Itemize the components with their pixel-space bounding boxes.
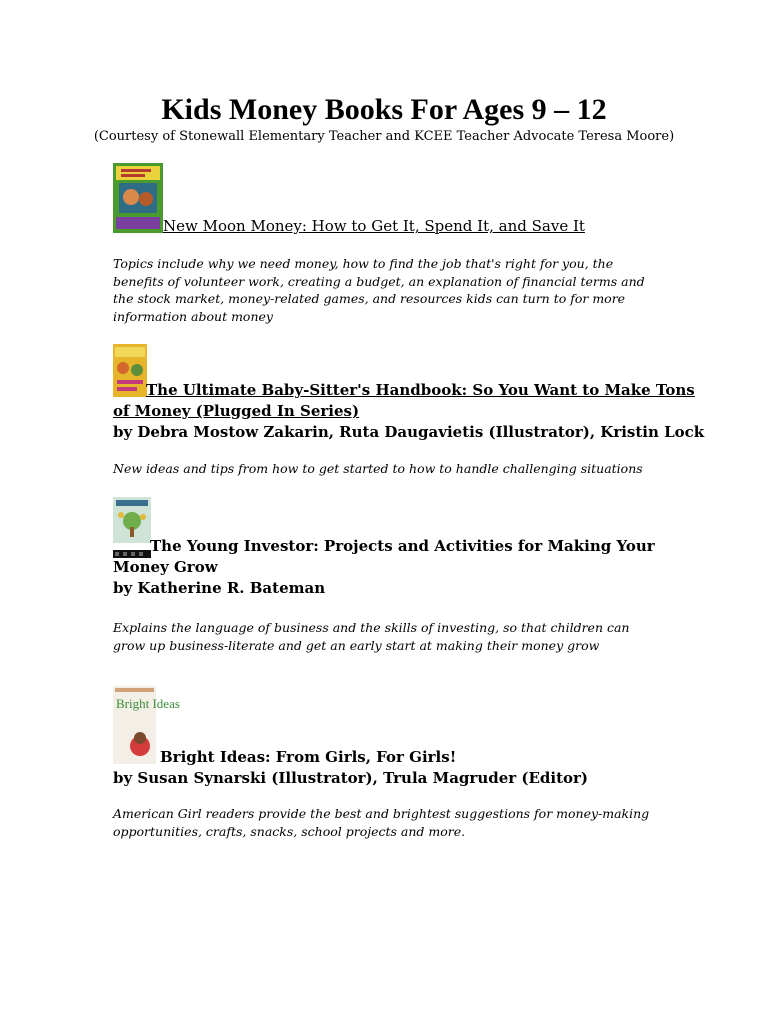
book-entry-bright-ideas [113, 686, 673, 846]
book-cover-image [113, 497, 151, 543]
book-description: Topics include why we need money, how to find the job that's right for you, the benefits of volunteer work, creating a budget, an explanation of financial terms and the stock market, money-related games, and resources kids can turn to for more information about money [113, 256, 645, 324]
book-byline: by Susan Synarski (Illustrator), Trula Magruder (Editor) [113, 769, 589, 787]
book-byline: by Katherine R. Bateman [113, 579, 326, 597]
book-description: American Girl readers provide the best and brightest suggestions for money-making opportunities, crafts, snacks, school projects and more. [113, 806, 650, 839]
book-cover-image [113, 163, 163, 233]
book-description: New ideas and tips from how to get started to how to handle challenging situations [113, 461, 643, 476]
cover-title-text: Bright Ideas [116, 696, 180, 711]
book-cover-image [113, 686, 180, 764]
book-title: The Young Investor: Projects and Activities for Making Your [150, 537, 655, 555]
book-title-continued: Money Grow [113, 558, 218, 576]
book-byline: by Debra Mostow Zakarin, Ruta Daugavietis (Illustrator), Kristin Lock [113, 423, 705, 441]
book-cover-image [113, 344, 147, 397]
book-cover-strip [113, 543, 151, 551]
book-entry-young-investor [113, 497, 673, 657]
book-entry-new-moon-money [113, 163, 673, 323]
book-entry-baby-sitters-handbook [113, 344, 705, 484]
book-title-link-continued[interactable]: of Money (Plugged In Series) [113, 402, 360, 420]
book-title-link[interactable]: New Moon Money: How to Get It, Spend It, and Save It [163, 217, 585, 235]
book-description: Explains the language of business and the skills of investing, so that children can grow up business-literate and get an early start at making their money grow [113, 620, 630, 653]
page-subtitle: (Courtesy of Stonewall Elementary Teacher and KCEE Teacher Advocate Teresa Moore) [93, 129, 675, 144]
book-title: Bright Ideas: From Girls, For Girls! [160, 748, 457, 766]
page-title: Kids Money Books For Ages 9 – 12 [161, 93, 607, 126]
book-title-link[interactable]: The Ultimate Baby-Sitter's Handbook: So You Want to Make Tons [146, 381, 695, 399]
